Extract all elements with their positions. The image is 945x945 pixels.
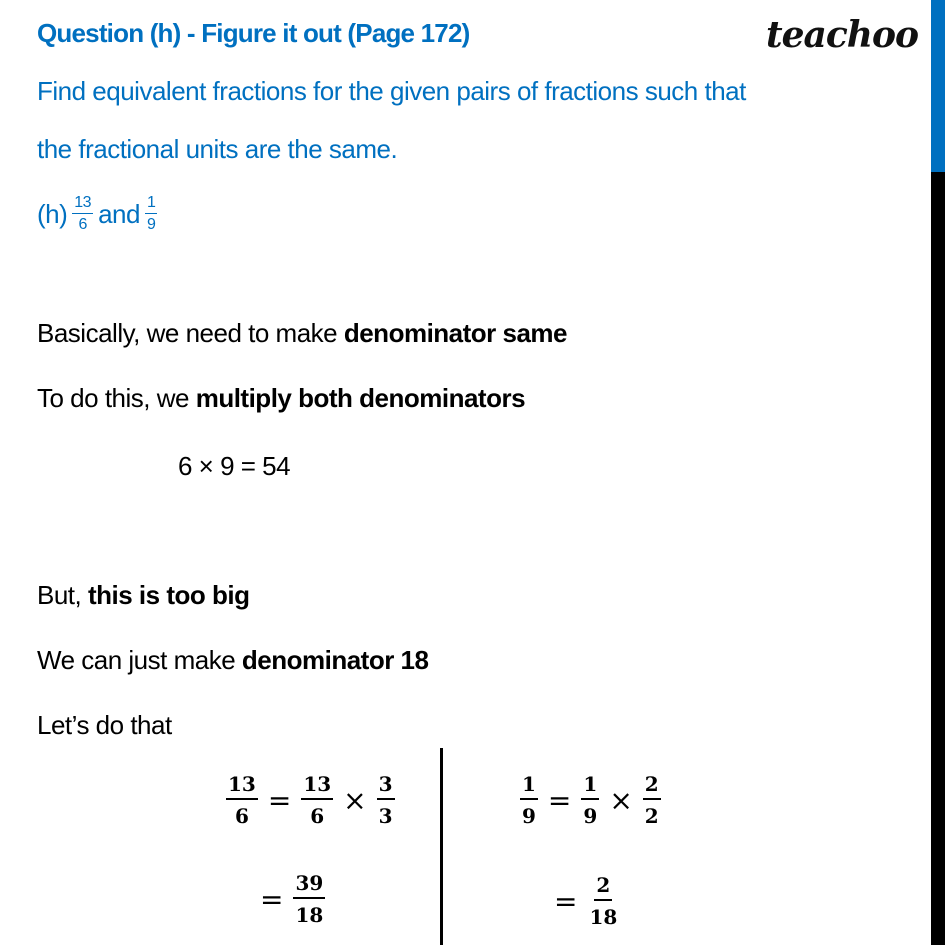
question-part-h [37, 195, 157, 233]
solution-step-5: Let’s do that [37, 710, 172, 740]
question-line-2: the fractional units are the same. [37, 134, 398, 164]
numerator: 1 [581, 774, 599, 800]
part-label: (h) [37, 198, 68, 229]
solution-step-2 [37, 383, 525, 414]
numerator: 2 [643, 774, 661, 800]
right-calc-row-1 [520, 774, 661, 826]
denominator: 18 [295, 903, 324, 927]
equals-sign: = [267, 783, 292, 817]
numerator: 1 [520, 774, 538, 800]
bold-text: denominator 18 [241, 645, 429, 675]
numerator: 13 [226, 774, 258, 800]
teachoo-logo: teachoo [766, 14, 918, 56]
vertical-divider [440, 748, 443, 945]
denominator: 6 [78, 216, 87, 233]
numerator: 2 [594, 875, 612, 901]
right-calc-result [552, 875, 619, 927]
numerator: 1 [145, 195, 157, 214]
equals-sign: = [260, 882, 284, 916]
denominator: 6 [310, 804, 325, 828]
denominator: 6 [234, 804, 249, 828]
fraction [226, 774, 258, 826]
bold-text: denominator same [343, 318, 568, 348]
times-sign: × [609, 783, 633, 817]
bold-text: this is too big [87, 580, 250, 610]
solution-step-4 [37, 645, 428, 676]
denominator: 3 [378, 804, 393, 828]
and-text: and [98, 198, 140, 229]
solution-step-3 [37, 580, 249, 611]
multiply-equation: 6 × 9 = 54 [178, 451, 291, 481]
side-dark-bar [931, 172, 945, 945]
question-title: Question (h) - Figure it out (Page 172) [37, 18, 470, 48]
fraction [377, 774, 395, 826]
bold-text: multiply both denominators [195, 383, 526, 413]
numerator: 13 [301, 774, 333, 800]
text: Basically, we need to make [37, 318, 344, 348]
equals-sign: = [547, 783, 572, 817]
denominator: 9 [146, 216, 156, 233]
text: We can just make [37, 645, 242, 675]
fraction-13-6 [72, 195, 93, 233]
fraction [581, 774, 599, 826]
fraction-1-9 [145, 195, 157, 233]
numerator: 39 [293, 873, 325, 899]
denominator: 2 [644, 804, 659, 828]
denominator: 9 [583, 804, 598, 828]
text: But, [37, 580, 88, 610]
text: To do this, we [37, 383, 196, 413]
solution-step-1 [37, 318, 567, 349]
denominator: 9 [522, 804, 536, 828]
left-calc-result [258, 873, 325, 925]
fraction [643, 774, 661, 826]
side-accent-bar [931, 0, 945, 172]
equals-sign: = [554, 884, 578, 918]
times-sign: × [343, 783, 367, 817]
fraction [301, 774, 333, 826]
fraction [293, 873, 325, 925]
left-calc-row-1 [226, 774, 395, 826]
fraction [520, 774, 538, 826]
fraction [587, 875, 619, 927]
denominator: 18 [589, 905, 618, 929]
numerator: 3 [377, 774, 395, 800]
numerator: 13 [72, 195, 93, 214]
question-line-1: Find equivalent fractions for the given pairs of fractions such that [37, 76, 746, 106]
